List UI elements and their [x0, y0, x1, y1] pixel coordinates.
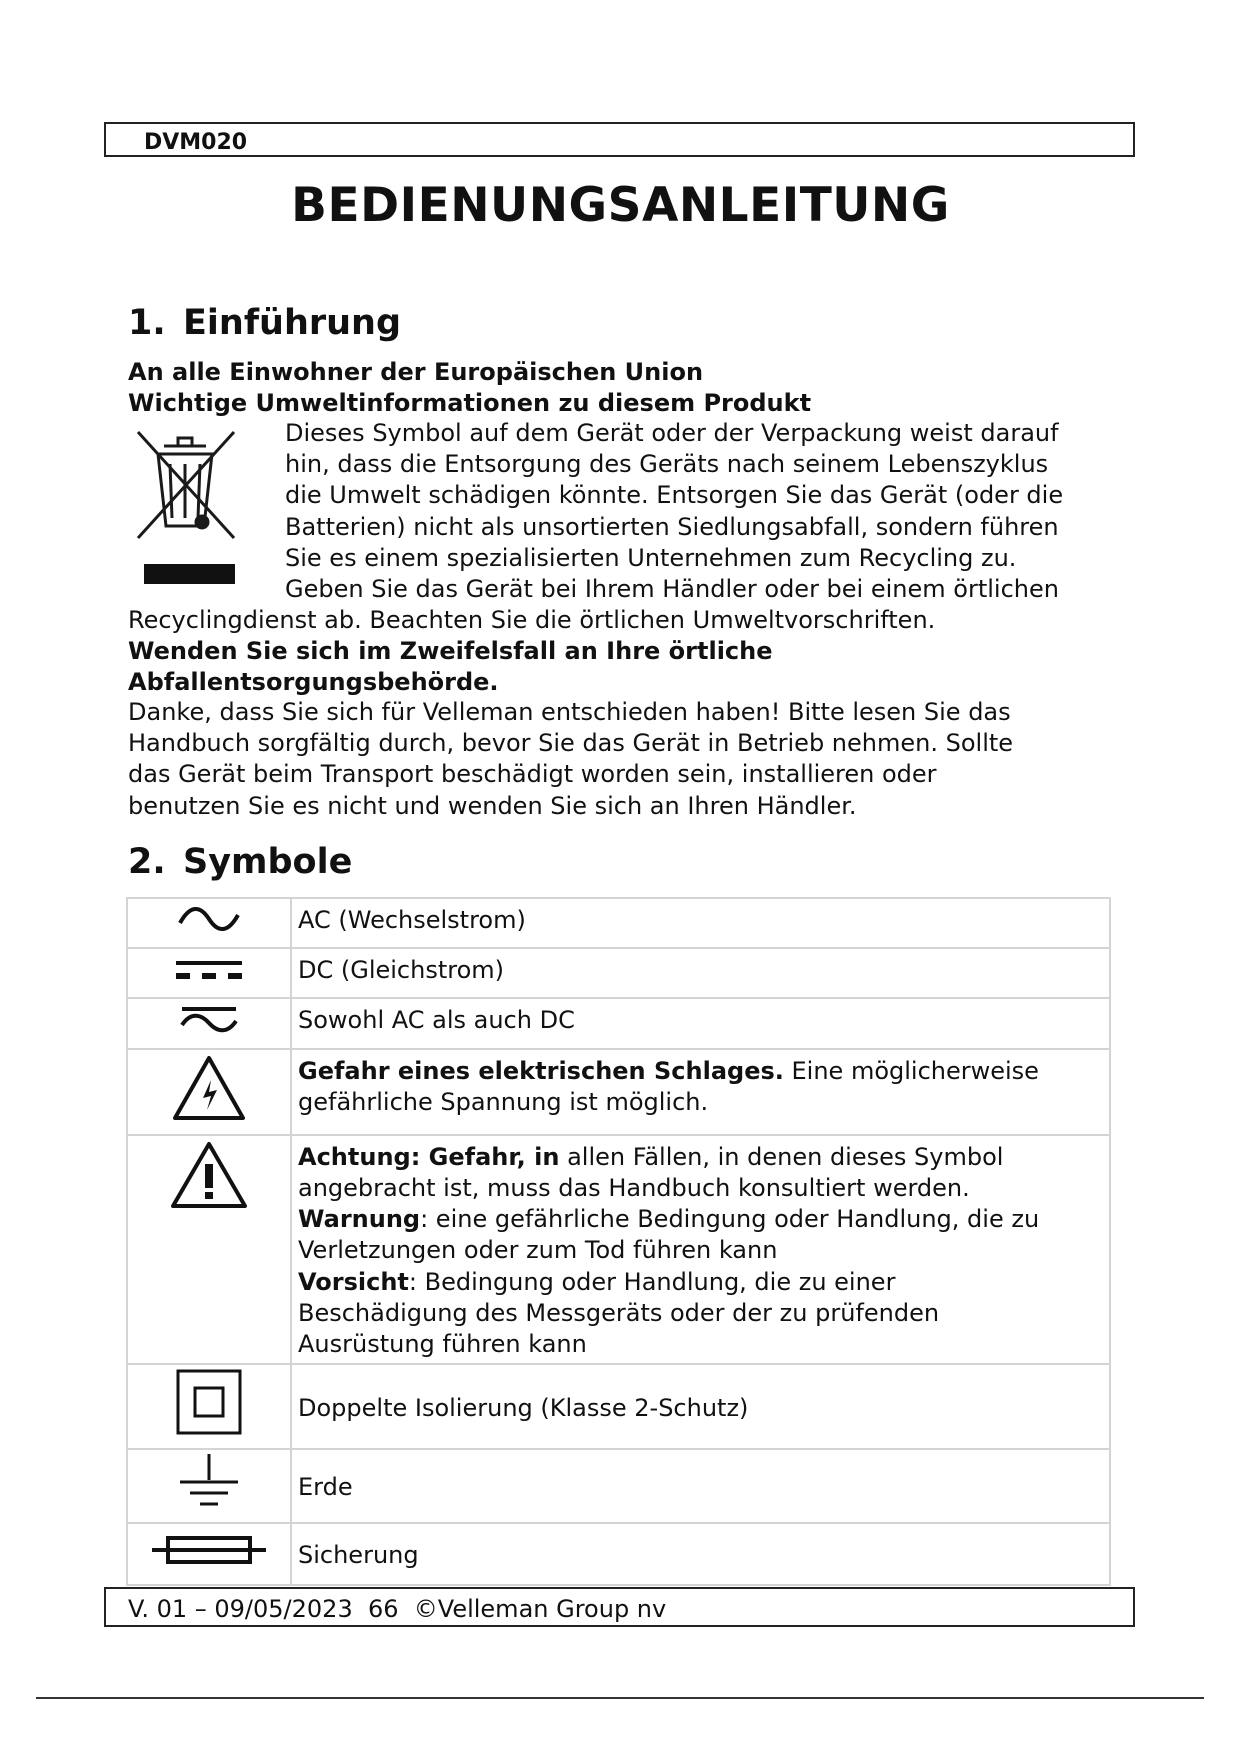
- bottom-rule: [36, 1697, 1204, 1699]
- fuse-icon: [150, 1530, 268, 1570]
- shock-hazard-text: Eine möglicherweise gefährliche Spannung ist möglich.: [298, 1056, 1039, 1116]
- section-1-title: Einführung: [183, 303, 402, 343]
- weee-line: Batterien) nicht als unsortierten Siedlungsabfall, sondern führen: [285, 512, 1059, 541]
- table-row: [127, 948, 1110, 998]
- warning-text: : eine gefährliche Bedingung oder Handlung, die zu Verletzungen oder zum Tod führen kann: [298, 1205, 1040, 1265]
- icon-cell: [127, 948, 291, 998]
- weee-paragraph: [285, 418, 1145, 605]
- section-2-title: Symbole: [183, 842, 353, 882]
- thanks-line: Danke, dass Sie sich für Velleman entschieden haben! Bitte lesen Sie das: [128, 698, 1011, 726]
- weee-line: Geben Sie das Gerät bei Ihrem Händler oder bei einem örtlichen: [285, 575, 1059, 604]
- doubt-line-2: Abfallentsorgungsbehörde.: [128, 668, 499, 696]
- thanks-paragraph: [128, 697, 1013, 822]
- text-cell: [291, 1449, 1110, 1523]
- section-2-number: 2.: [128, 842, 166, 882]
- table-row: [127, 1135, 1110, 1364]
- symbol-description: Doppelte Isolierung (Klasse 2-Schutz): [298, 1393, 749, 1422]
- table-row: [127, 1049, 1110, 1135]
- symbol-description: Sowohl AC als auch DC: [298, 1006, 575, 1035]
- thanks-line: benutzen Sie es nicht und wenden Sie sich an Ihren Händler.: [128, 791, 857, 820]
- text-cell: [291, 948, 1110, 998]
- weee-line: die Umwelt schädigen könnte. Entsorgen Sie das Gerät (oder die: [285, 481, 1064, 510]
- page-title: BEDIENUNGSANLEITUNG: [291, 178, 950, 233]
- symbols-table: [126, 897, 1111, 1586]
- thanks-line: Handbuch sorgfältig durch, bevor Sie das Gerät in Betrieb nehmen. Sollte: [128, 729, 1014, 758]
- section-2-heading: [128, 842, 352, 882]
- caution-bold: Achtung: Gefahr, in: [298, 1142, 560, 1171]
- caution-icon: [167, 1136, 251, 1212]
- weee-line: hin, dass die Entsorgung des Geräts nach seinem Lebenszyklus: [285, 450, 1049, 479]
- header-box: [104, 122, 1135, 157]
- text-cell: [291, 898, 1110, 948]
- icon-cell: [127, 1135, 291, 1364]
- caution-text: allen Fällen, in denen dieses Symbol angebracht ist, muss das Handbuch konsultiert werden.: [298, 1142, 1004, 1203]
- table-row: [127, 1523, 1110, 1585]
- text-cell: [291, 998, 1110, 1048]
- symbol-description: Sicherung: [298, 1541, 419, 1570]
- caution-description: [298, 1143, 1039, 1358]
- thanks-line: das Gerät beim Transport beschädigt worden sein, installieren oder: [128, 760, 937, 789]
- icon-cell: [127, 1449, 291, 1523]
- env-info-line: Wichtige Umweltinformationen zu diesem Produkt: [128, 389, 812, 417]
- shock-hazard-icon: [169, 1050, 249, 1126]
- footer-box: [104, 1587, 1135, 1627]
- weee-bar: [144, 564, 235, 584]
- table-row: [127, 1449, 1110, 1523]
- symbol-description: AC (Wechselstrom): [298, 906, 526, 934]
- icon-cell: [127, 898, 291, 948]
- weee-tail-line: Recyclingdienst ab. Beachten Sie die örtlichen Umweltvorschriften.: [128, 606, 936, 634]
- footer-text: V. 01 – 09/05/2023 66 ©Velleman Group nv: [128, 1595, 667, 1623]
- weee-line: Sie es einem spezialisierten Unternehmen zum Recycling zu.: [285, 543, 1017, 572]
- table-row: [127, 898, 1110, 948]
- shock-hazard-description: [298, 1057, 1039, 1116]
- section-1-number: 1.: [128, 303, 166, 343]
- table-row: [127, 998, 1110, 1048]
- shock-hazard-bold: Gefahr eines elektrischen Schlages.: [298, 1056, 784, 1085]
- care-bold: Vorsicht: [298, 1267, 409, 1296]
- eu-line: An alle Einwohner der Europäischen Union: [128, 358, 704, 386]
- text-cell: [291, 1135, 1110, 1364]
- text-cell: [291, 1049, 1110, 1135]
- symbol-description: Erde: [298, 1473, 353, 1502]
- section-1-heading: [128, 303, 401, 343]
- icon-cell: [127, 1049, 291, 1135]
- dc-icon: [172, 949, 246, 989]
- weee-line: Dieses Symbol auf dem Gerät oder der Verpackung weist darauf: [285, 419, 1059, 447]
- doubt-line-1: Wenden Sie sich im Zweifelsfall an Ihre örtliche: [128, 637, 773, 665]
- care-text: : Bedingung oder Handlung, die zu einer Beschädigung des Messgeräts oder der zu prüfenden Ausrüstung führen kann: [298, 1267, 940, 1359]
- text-cell: [291, 1523, 1110, 1585]
- icon-cell: [127, 998, 291, 1048]
- ac-icon: [174, 899, 244, 939]
- weee-bin-icon: [130, 424, 248, 544]
- icon-cell: [127, 1364, 291, 1449]
- symbol-description: DC (Gleichstrom): [298, 956, 505, 985]
- model-label: DVM020: [144, 130, 248, 155]
- double-insulation-icon: [174, 1367, 244, 1437]
- warning-bold: Warnung: [298, 1205, 421, 1234]
- ground-icon: [174, 1450, 244, 1514]
- icon-cell: [127, 1523, 291, 1585]
- table-row: [127, 1364, 1110, 1449]
- text-cell: [291, 1364, 1110, 1449]
- ac-dc-icon: [176, 999, 242, 1039]
